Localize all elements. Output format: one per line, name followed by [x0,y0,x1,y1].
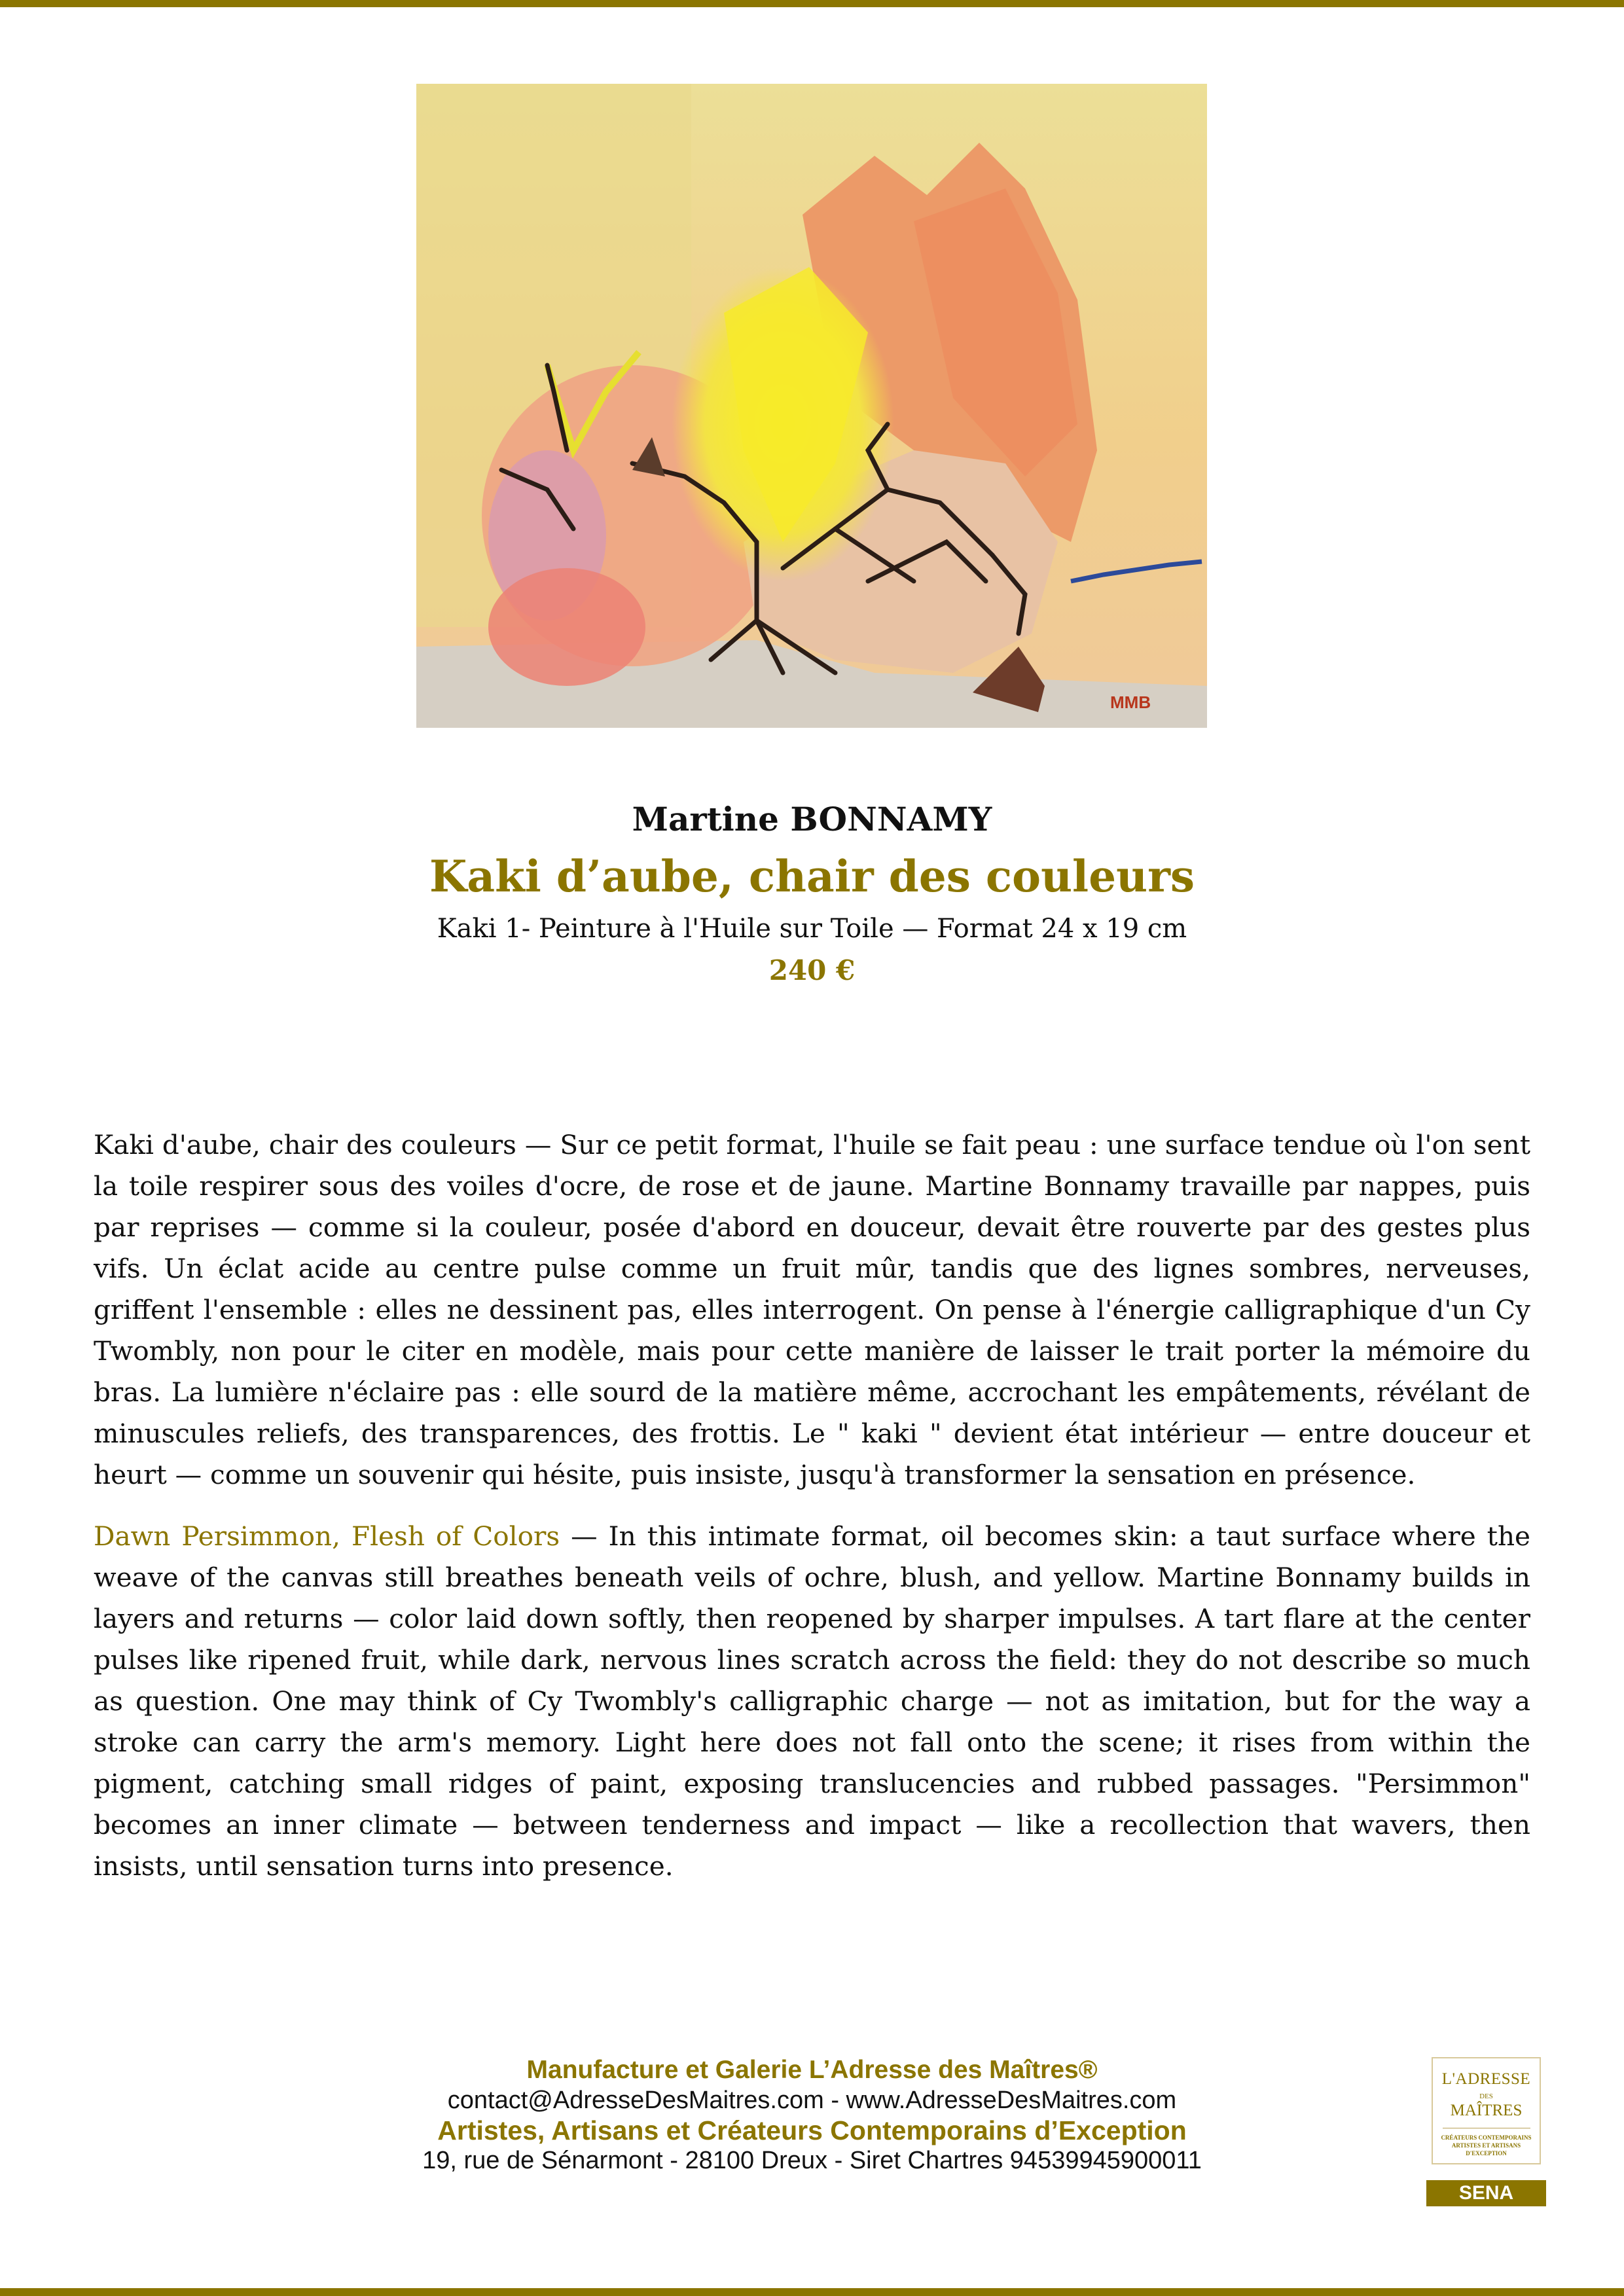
logo-line-1: L'ADRESSE [1441,2070,1531,2088]
english-body: — In this intimate format, oil becomes skin: a taut surface where the weave of the canvas still breathes beneath veils of ochre, blush, and yellow. Martine Bonnamy builds in layers and returns — color laid down softly, then reopened by sharper impulses. A tart flare at the center pulses like ripened fruit, while dark, nervous lines scratch across the field: they do not describe so much as question. One may think of Cy Twombly's calligraphic charge — not as imitation, but for the way a stroke can carry the arm's memory. Light here does not fall onto the scene; it rises from within the pigment, catching small ridges of paint, exposing translucencies and rubbed passages. "Persimmon" becomes an inner climate — between tenderness and impact — like a recollection that wavers, then insists, until sensation turns into presence. [94,1520,1530,1882]
logo-tag-1: CRÉATEURS CONTEMPORAINS [1441,2134,1532,2141]
painting-illustration [416,84,1207,728]
artwork-price: 240 € [768,954,856,986]
gallery-footer [0,2055,1624,2176]
logo-tag-2: ARTISTES ET ARTISANS [1451,2142,1521,2149]
svg-text:MMB: MMB [1110,692,1151,712]
sena-badge: SENA [1426,2180,1546,2206]
gallery-address: 19, rue de Sénarmont - 28100 Dreux - Siret Chartres 94539945900011 [422,2147,1202,2174]
logo-tag-3: D'EXCEPTION [1466,2150,1507,2157]
top-border-bar [0,0,1624,7]
gallery-contact-link[interactable]: contact@AdresseDesMaitres.com - www.AdresseDesMaitres.com [447,2087,1177,2114]
artwork-title: Kaki d’aube, chair des couleurs [429,851,1195,902]
logo-line-3: MAÎTRES [1450,2102,1523,2119]
description-english [94,1516,1530,1887]
gallery-name: Manufacture et Galerie L’Adresse des Maîtres® [526,2056,1098,2084]
bottom-border-bar [0,2288,1624,2296]
artwork-details: Kaki 1- Peinture à l'Huile sur Toile — Format 24 x 19 cm [437,914,1187,944]
artwork-image [416,84,1207,728]
description-french: Kaki d'aube, chair des couleurs — Sur ce petit format, l'huile se fait peau : une surface tendue où l'on sent la toile respirer sous des voiles d'ocre, de rose et de jaune. Martine Bonnamy travaille par nappes, puis par reprises — comme si la couleur, posée d'abord en douceur, devait être rouverte par des gestes plus vifs. Un éclat acide au centre pulse comme un fruit mûr, tandis que des lignes sombres, nerveuses, griffent l'ensemble : elles ne dessinent pas, elles interrogent. On pense à l'énergie calligraphique d'un Cy Twombly, non pour le citer en modèle, mais pour cette manière de laisser le trait porter la mémoire du bras. La lumière n'éclaire pas : elle sourd de la matière même, accrochant les empâtements, révélant de minuscules reliefs, des transparences, des frottis. Le " kaki " devient état intérieur — entre douceur et heurt — comme un souvenir qui hésite, puis insiste, jusqu'à transformer la sensation en présence. [94,1129,1530,1490]
logo-line-2: DES [1479,2092,1493,2100]
gallery-tagline: Artistes, Artisans et Créateurs Contemporains d’Exception [437,2115,1187,2145]
gallery-logo [1432,2057,1541,2164]
english-title: Dawn Persimmon, Flesh of Colors [94,1520,560,1552]
artist-name: Martine BONNAMY [632,800,992,838]
